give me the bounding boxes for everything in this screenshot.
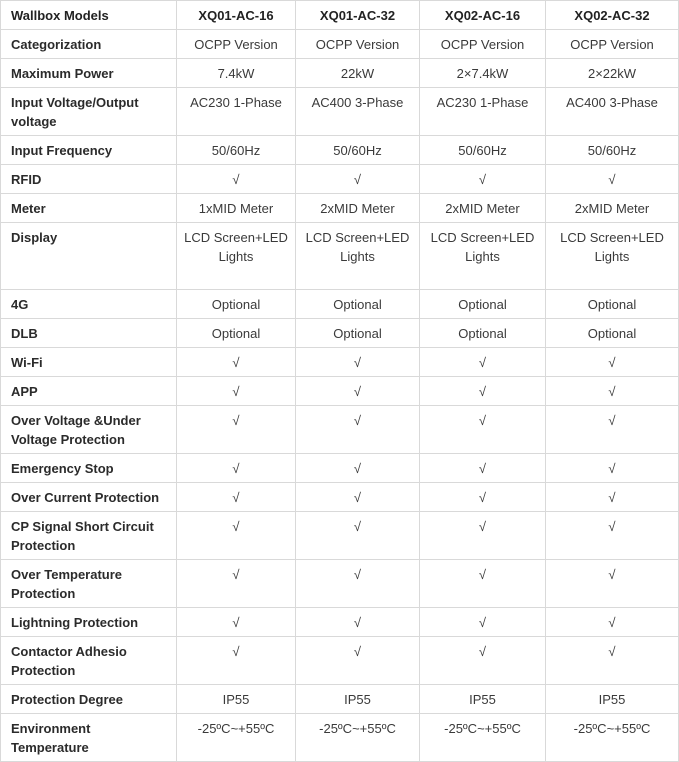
table-row [1, 714, 679, 762]
table-row [1, 377, 679, 406]
spec-table-body [1, 30, 679, 762]
table-row [1, 637, 679, 685]
check-mark-cell: √ [177, 454, 296, 483]
table-row [1, 560, 679, 608]
check-mark-cell: √ [546, 348, 679, 377]
spec-value-cell: LCD Screen+LED Lights [420, 223, 546, 290]
spec-value-cell: IP55 [177, 685, 296, 714]
row-label: Maximum Power [1, 59, 177, 88]
table-row [1, 348, 679, 377]
check-mark-cell: √ [296, 483, 420, 512]
spec-value-cell: 22kW [296, 59, 420, 88]
spec-value-cell: 2×22kW [546, 59, 679, 88]
row-label: Environment Temperature [1, 714, 177, 762]
check-mark-cell: √ [546, 512, 679, 560]
spec-value-cell: 2xMID Meter [420, 194, 546, 223]
spec-value-cell: -25ºC~+55ºC [546, 714, 679, 762]
spec-value-cell: AC400 3-Phase [546, 88, 679, 136]
check-mark-cell: √ [296, 637, 420, 685]
check-mark-cell: √ [420, 608, 546, 637]
table-row [1, 406, 679, 454]
row-label: Lightning Protection [1, 608, 177, 637]
check-mark-cell: √ [296, 608, 420, 637]
check-mark-cell: √ [296, 348, 420, 377]
check-mark-cell: √ [177, 377, 296, 406]
row-label: Over Temperature Protection [1, 560, 177, 608]
spec-value-cell: Optional [177, 290, 296, 319]
table-row [1, 59, 679, 88]
check-mark-cell: √ [296, 512, 420, 560]
row-label: Input Voltage/Output voltage [1, 88, 177, 136]
check-mark-cell: √ [296, 406, 420, 454]
spec-value-cell: IP55 [546, 685, 679, 714]
spec-value-cell: AC400 3-Phase [296, 88, 420, 136]
spec-value-cell: IP55 [420, 685, 546, 714]
check-mark-cell: √ [177, 165, 296, 194]
spec-value-cell: 50/60Hz [546, 136, 679, 165]
spec-value-cell: LCD Screen+LED Lights [177, 223, 296, 290]
check-mark-cell: √ [177, 348, 296, 377]
row-label: Meter [1, 194, 177, 223]
wallbox-models-header: Wallbox Models [1, 1, 177, 30]
row-label: Protection Degree [1, 685, 177, 714]
spec-value-cell: -25ºC~+55ºC [420, 714, 546, 762]
table-row [1, 685, 679, 714]
table-row [1, 136, 679, 165]
spec-value-cell: -25ºC~+55ºC [177, 714, 296, 762]
check-mark-cell: √ [420, 512, 546, 560]
check-mark-cell: √ [546, 560, 679, 608]
spec-value-cell: IP55 [296, 685, 420, 714]
spec-value-cell: 2×7.4kW [420, 59, 546, 88]
check-mark-cell: √ [546, 377, 679, 406]
check-mark-cell: √ [546, 165, 679, 194]
check-mark-cell: √ [546, 454, 679, 483]
table-row [1, 608, 679, 637]
table-row [1, 194, 679, 223]
row-label: APP [1, 377, 177, 406]
table-row [1, 165, 679, 194]
table-row [1, 223, 679, 290]
spec-value-cell: AC230 1-Phase [420, 88, 546, 136]
check-mark-cell: √ [420, 560, 546, 608]
check-mark-cell: √ [546, 608, 679, 637]
table-row [1, 290, 679, 319]
spec-value-cell: 2xMID Meter [296, 194, 420, 223]
spec-value-cell: Optional [296, 290, 420, 319]
table-row [1, 319, 679, 348]
spec-value-cell: Optional [420, 290, 546, 319]
check-mark-cell: √ [177, 608, 296, 637]
check-mark-cell: √ [420, 454, 546, 483]
spec-value-cell: Optional [296, 319, 420, 348]
spec-value-cell: -25ºC~+55ºC [296, 714, 420, 762]
spec-value-cell: Optional [546, 290, 679, 319]
spec-value-cell: AC230 1-Phase [177, 88, 296, 136]
check-mark-cell: √ [296, 454, 420, 483]
check-mark-cell: √ [420, 348, 546, 377]
spec-value-cell: OCPP Version [546, 30, 679, 59]
spec-value-cell: 50/60Hz [296, 136, 420, 165]
table-row [1, 454, 679, 483]
check-mark-cell: √ [296, 377, 420, 406]
spec-value-cell: OCPP Version [420, 30, 546, 59]
spec-value-cell: 2xMID Meter [546, 194, 679, 223]
model-header: XQ02-AC-16 [420, 1, 546, 30]
row-label: RFID [1, 165, 177, 194]
spec-value-cell: OCPP Version [177, 30, 296, 59]
row-label: 4G [1, 290, 177, 319]
check-mark-cell: √ [420, 377, 546, 406]
check-mark-cell: √ [177, 483, 296, 512]
check-mark-cell: √ [177, 512, 296, 560]
spec-value-cell: 50/60Hz [420, 136, 546, 165]
row-label: Input Frequency [1, 136, 177, 165]
row-label: Contactor Adhesio Protection [1, 637, 177, 685]
row-label: Display [1, 223, 177, 290]
check-mark-cell: √ [177, 560, 296, 608]
check-mark-cell: √ [177, 406, 296, 454]
check-mark-cell: √ [296, 165, 420, 194]
check-mark-cell: √ [546, 406, 679, 454]
spec-value-cell: Optional [177, 319, 296, 348]
table-row [1, 30, 679, 59]
spec-value-cell: LCD Screen+LED Lights [296, 223, 420, 290]
spec-value-cell: 7.4kW [177, 59, 296, 88]
check-mark-cell: √ [420, 165, 546, 194]
row-label: Wi-Fi [1, 348, 177, 377]
check-mark-cell: √ [420, 483, 546, 512]
row-label: Over Voltage &Under Voltage Protection [1, 406, 177, 454]
model-header: XQ02-AC-32 [546, 1, 679, 30]
check-mark-cell: √ [420, 637, 546, 685]
table-row [1, 483, 679, 512]
model-header: XQ01-AC-32 [296, 1, 420, 30]
check-mark-cell: √ [546, 637, 679, 685]
check-mark-cell: √ [177, 637, 296, 685]
row-label: Categorization [1, 30, 177, 59]
table-row [1, 88, 679, 136]
row-label: Emergency Stop [1, 454, 177, 483]
check-mark-cell: √ [420, 406, 546, 454]
spec-value-cell: 1xMID Meter [177, 194, 296, 223]
header-row [1, 1, 679, 30]
table-row [1, 512, 679, 560]
model-header: XQ01-AC-16 [177, 1, 296, 30]
check-mark-cell: √ [546, 483, 679, 512]
spec-value-cell: Optional [420, 319, 546, 348]
spec-value-cell: 50/60Hz [177, 136, 296, 165]
spec-value-cell: LCD Screen+LED Lights [546, 223, 679, 290]
row-label: CP Signal Short Circuit Protection [1, 512, 177, 560]
spec-value-cell: Optional [546, 319, 679, 348]
spec-value-cell: OCPP Version [296, 30, 420, 59]
row-label: Over Current Protection [1, 483, 177, 512]
check-mark-cell: √ [296, 560, 420, 608]
row-label: DLB [1, 319, 177, 348]
